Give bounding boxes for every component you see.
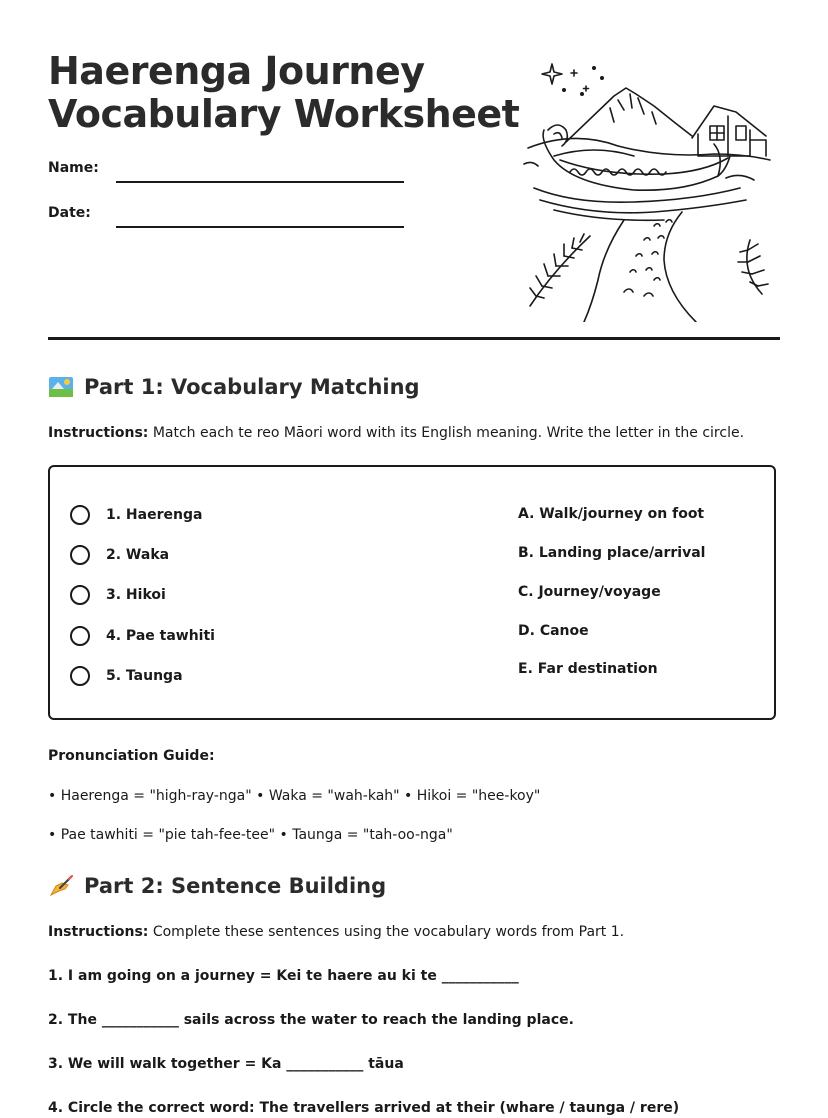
answer-circle-5[interactable]: [70, 666, 90, 686]
sentence-item[interactable]: 1. I am going on a journey = Kei te haere au ki te ___________: [48, 968, 519, 984]
path-icon: [584, 212, 696, 322]
stars-icon: [542, 64, 603, 95]
waka-canoe-icon: [543, 125, 730, 190]
term-row: [70, 545, 169, 565]
term-row: [70, 626, 215, 646]
part2-instructions-label: Instructions:: [48, 924, 149, 940]
fern-right-icon: [738, 240, 768, 294]
pronunciation-line-1: • Haerenga = "high-ray-nga" • Waka = "wah-kah" • Hikoi = "hee-koy": [48, 788, 541, 804]
part1-instructions-label: Instructions:: [48, 425, 149, 441]
mountain-icon: [566, 88, 692, 142]
date-label: Date:: [48, 205, 91, 221]
title-line-1: Haerenga Journey: [48, 49, 425, 93]
term-row: [70, 505, 202, 525]
term-row: [70, 585, 166, 605]
part1-instructions-text: Match each te reo Māori word with its English meaning. Write the letter in the circle.: [148, 425, 745, 441]
term-row: [70, 666, 183, 686]
term-label: 4. Pae tawhiti: [106, 628, 215, 644]
term-label: 3. Hikoi: [106, 587, 166, 603]
pronunciation-heading: Pronunciation Guide:: [48, 748, 215, 764]
sentence-item[interactable]: 3. We will walk together = Ka ___________ tāua: [48, 1056, 404, 1072]
part1-title: Part 1: Vocabulary Matching: [84, 375, 420, 399]
pronunciation-line-2: • Pae tawhiti = "pie tah-fee-tee" • Taunga = "tah-oo-nga": [48, 827, 453, 843]
definition-item: A. Walk/journey on foot: [518, 506, 705, 522]
map-icon: [48, 376, 74, 398]
part2-title: Part 2: Sentence Building: [84, 874, 387, 898]
answer-circle-3[interactable]: [70, 585, 90, 605]
answer-circle-4[interactable]: [70, 626, 90, 646]
name-field-line[interactable]: [116, 181, 404, 183]
fern-left-icon: [530, 234, 590, 306]
definition-item: B. Landing place/arrival: [518, 545, 706, 561]
part2-heading: [48, 874, 386, 898]
date-field-line[interactable]: [116, 226, 404, 228]
worksheet-title: [48, 50, 519, 136]
matching-box: [48, 465, 776, 720]
sentence-item[interactable]: 4. Circle the correct word: The travellers arrived at their (whare / taunga / rere): [48, 1100, 680, 1116]
term-label: 1. Haerenga: [106, 507, 203, 523]
part1-heading: [48, 375, 420, 399]
name-label: Name:: [48, 160, 99, 176]
answer-circle-1[interactable]: [70, 505, 90, 525]
writing-hand-icon: [48, 875, 74, 897]
term-label: 5. Taunga: [106, 668, 183, 684]
journey-illustration: [514, 60, 776, 322]
definition-item: E. Far destination: [518, 661, 658, 677]
title-line-2: Vocabulary Worksheet: [48, 92, 520, 136]
part2-instructions: [48, 924, 624, 940]
part1-instructions: [48, 425, 744, 441]
answer-circle-2[interactable]: [70, 545, 90, 565]
whare-house-icon: [692, 106, 766, 156]
definition-item: C. Journey/voyage: [518, 584, 661, 600]
term-label: 2. Waka: [106, 547, 170, 563]
definition-item: D. Canoe: [518, 623, 589, 639]
sentence-item[interactable]: 2. The ___________ sails across the water to reach the landing place.: [48, 1012, 574, 1028]
header-divider: [48, 337, 780, 340]
part2-instructions-text: Complete these sentences using the vocabulary words from Part 1.: [148, 924, 625, 940]
